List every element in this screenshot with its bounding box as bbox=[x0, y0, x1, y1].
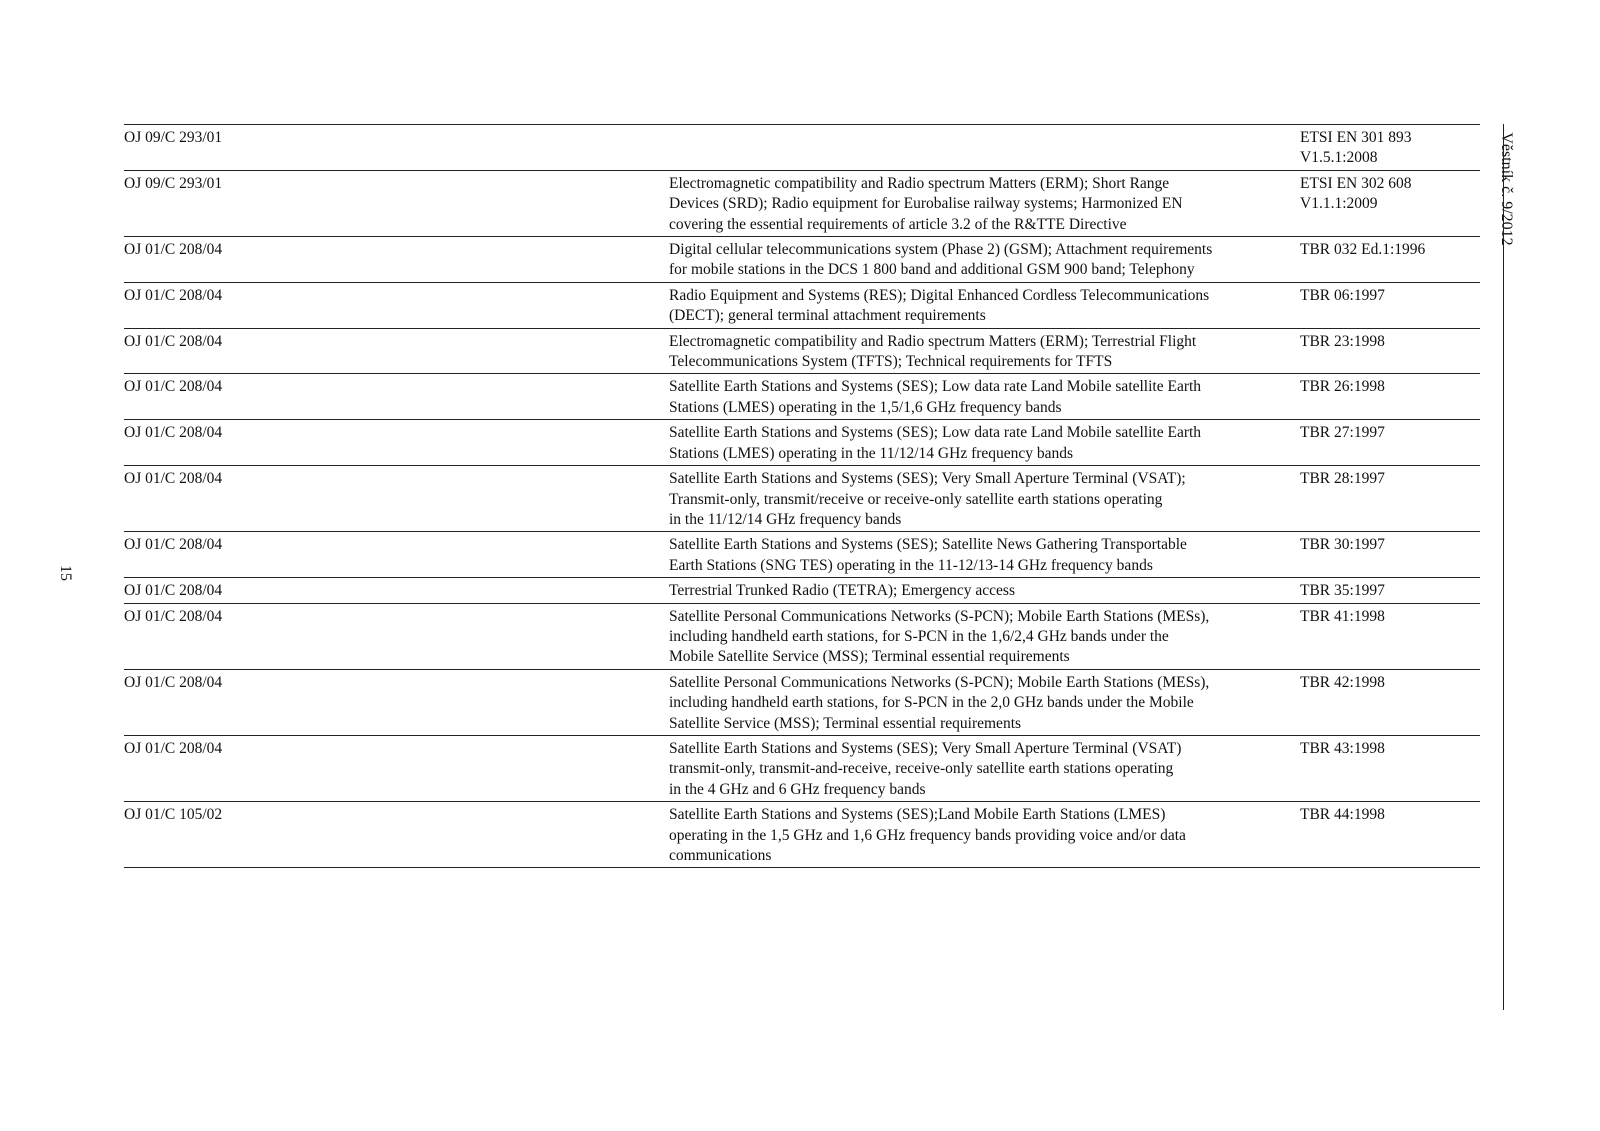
standard-line: TBR 42:1998 bbox=[1300, 673, 1385, 691]
table-row bbox=[124, 532, 1480, 578]
title-line: Stations (LMES) operating in the 1,5/1,6 GHz frequency bands bbox=[669, 398, 1062, 416]
standard-reference bbox=[1292, 603, 1480, 669]
standard-title bbox=[669, 578, 1292, 603]
title-line: including handheld earth stations, for S-PCN in the 1,6/2,4 GHz bands under the bbox=[669, 627, 1169, 645]
oj-reference: OJ 01/C 208/04 bbox=[124, 374, 669, 420]
title-line: Mobile Satellite Service (MSS); Terminal essential requirements bbox=[669, 648, 1070, 666]
standard-title bbox=[669, 669, 1292, 735]
table-row bbox=[124, 420, 1480, 466]
table-row bbox=[124, 237, 1480, 283]
standard-reference bbox=[1292, 802, 1480, 868]
standard-line: TBR 35:1997 bbox=[1300, 582, 1385, 600]
standard-reference bbox=[1292, 420, 1480, 466]
oj-reference: OJ 01/C 208/04 bbox=[124, 532, 669, 578]
standard-line: TBR 41:1998 bbox=[1300, 607, 1385, 625]
title-line: covering the essential requirements of article 3.2 of the R&TTE Directive bbox=[669, 215, 1127, 233]
table-row bbox=[124, 374, 1480, 420]
title-line: Electromagnetic compatibility and Radio spectrum Matters (ERM); Terrestrial Flight bbox=[669, 332, 1197, 350]
title-line: Satellite Earth Stations and Systems (SES); Very Small Aperture Terminal (VSAT); bbox=[669, 470, 1186, 488]
standard-title bbox=[669, 237, 1292, 283]
title-line: transmit-only, transmit-and-receive, receive-only satellite earth stations operating bbox=[669, 760, 1174, 778]
title-line: Transmit-only, transmit/receive or receive-only satellite earth stations operating bbox=[669, 490, 1163, 508]
standard-title bbox=[669, 282, 1292, 328]
title-line: Earth Stations (SNG TES) operating in the 11-12/13-14 GHz frequency bands bbox=[669, 556, 1153, 574]
oj-reference: OJ 01/C 208/04 bbox=[124, 328, 669, 374]
standard-reference bbox=[1292, 328, 1480, 374]
table-row bbox=[124, 735, 1480, 801]
oj-reference: OJ 01/C 208/04 bbox=[124, 237, 669, 283]
standard-reference bbox=[1292, 170, 1480, 236]
standard-reference bbox=[1292, 374, 1480, 420]
title-line: Satellite Personal Communications Networks (S-PCN); Mobile Earth Stations (MESs), bbox=[669, 673, 1210, 691]
table-row bbox=[124, 282, 1480, 328]
standard-line: ETSI EN 302 608 bbox=[1300, 174, 1412, 192]
table-row bbox=[124, 603, 1480, 669]
standard-title bbox=[669, 374, 1292, 420]
oj-reference: OJ 01/C 208/04 bbox=[124, 282, 669, 328]
standard-line: TBR 27:1997 bbox=[1300, 424, 1385, 442]
title-line: Electromagnetic compatibility and Radio spectrum Matters (ERM); Short Range bbox=[669, 174, 1170, 192]
side-header: Věstník č. 9/2012 bbox=[1498, 132, 1515, 246]
standard-line: V1.1.1:2009 bbox=[1300, 195, 1378, 213]
standard-line: TBR 26:1998 bbox=[1300, 378, 1385, 396]
table-row bbox=[124, 802, 1480, 868]
standard-reference bbox=[1292, 532, 1480, 578]
table-row bbox=[124, 125, 1480, 171]
title-line: operating in the 1,5 GHz and 1,6 GHz frequency bands providing voice and/or data bbox=[669, 826, 1186, 844]
title-line: in the 4 GHz and 6 GHz frequency bands bbox=[669, 780, 926, 798]
standard-line: TBR 032 Ed.1:1996 bbox=[1300, 241, 1426, 259]
standard-line: TBR 23:1998 bbox=[1300, 332, 1385, 350]
title-line: Radio Equipment and Systems (RES); Digital Enhanced Cordless Telecommunications bbox=[669, 286, 1210, 304]
oj-reference: OJ 01/C 208/04 bbox=[124, 603, 669, 669]
title-line: Stations (LMES) operating in the 11/12/14 GHz frequency bands bbox=[669, 444, 1074, 462]
standard-line: V1.5.1:2008 bbox=[1300, 149, 1378, 167]
table-row bbox=[124, 669, 1480, 735]
standard-reference bbox=[1292, 125, 1480, 171]
title-line: Telecommunications System (TFTS); Technical requirements for TFTS bbox=[669, 353, 1113, 371]
title-line: Satellite Personal Communications Networks (S-PCN); Mobile Earth Stations (MESs), bbox=[669, 607, 1210, 625]
title-line: Satellite Service (MSS); Terminal essential requirements bbox=[669, 714, 1022, 732]
standard-line: ETSI EN 301 893 bbox=[1300, 129, 1412, 146]
standard-reference bbox=[1292, 282, 1480, 328]
title-line: Satellite Earth Stations and Systems (SES);Land Mobile Earth Stations (LMES) bbox=[669, 806, 1166, 824]
title-line: Terrestrial Trunked Radio (TETRA); Emergency access bbox=[669, 582, 1015, 600]
standards-table bbox=[124, 124, 1480, 868]
title-line: Devices (SRD); Radio equipment for Eurobalise railway systems; Harmonized EN bbox=[669, 195, 1183, 213]
table-row bbox=[124, 578, 1480, 603]
standard-line: TBR 43:1998 bbox=[1300, 739, 1385, 757]
standard-title bbox=[669, 532, 1292, 578]
oj-reference: OJ 01/C 208/04 bbox=[124, 466, 669, 532]
standard-title bbox=[669, 125, 1292, 171]
table-body bbox=[124, 125, 1480, 868]
page-number: 15 bbox=[57, 565, 74, 581]
table-row bbox=[124, 328, 1480, 374]
standard-title bbox=[669, 420, 1292, 466]
title-line: Digital cellular telecommunications system (Phase 2) (GSM); Attachment requirements bbox=[669, 241, 1213, 259]
standard-line: TBR 28:1997 bbox=[1300, 470, 1385, 488]
title-line: communications bbox=[669, 847, 772, 864]
table-row bbox=[124, 170, 1480, 236]
standard-title bbox=[669, 735, 1292, 801]
side-rule bbox=[1503, 124, 1504, 1010]
oj-reference: OJ 01/C 208/04 bbox=[124, 669, 669, 735]
standard-title bbox=[669, 466, 1292, 532]
standard-reference bbox=[1292, 466, 1480, 532]
oj-reference: OJ 01/C 105/02 bbox=[124, 802, 669, 868]
table-row bbox=[124, 466, 1480, 532]
oj-reference: OJ 09/C 293/01 bbox=[124, 125, 669, 171]
title-line: Satellite Earth Stations and Systems (SES); Low data rate Land Mobile satellite Earth bbox=[669, 424, 1202, 442]
standard-title bbox=[669, 802, 1292, 868]
title-line: (DECT); general terminal attachment requirements bbox=[669, 307, 986, 325]
title-line: including handheld earth stations, for S-PCN in the 2,0 GHz bands under the Mobile bbox=[669, 694, 1194, 712]
title-line: Satellite Earth Stations and Systems (SES); Low data rate Land Mobile satellite Earth bbox=[669, 378, 1202, 396]
standard-title bbox=[669, 603, 1292, 669]
title-line: for mobile stations in the DCS 1 800 band and additional GSM 900 band; Telephony bbox=[669, 261, 1195, 279]
oj-reference: OJ 01/C 208/04 bbox=[124, 578, 669, 603]
standard-line: TBR 44:1998 bbox=[1300, 806, 1385, 824]
standard-title bbox=[669, 328, 1292, 374]
standard-line: TBR 30:1997 bbox=[1300, 536, 1385, 554]
title-line: in the 11/12/14 GHz frequency bands bbox=[669, 510, 902, 528]
title-line: Satellite Earth Stations and Systems (SES); Satellite News Gathering Transportable bbox=[669, 536, 1187, 554]
standard-reference bbox=[1292, 578, 1480, 603]
standard-reference bbox=[1292, 735, 1480, 801]
oj-reference: OJ 01/C 208/04 bbox=[124, 420, 669, 466]
oj-reference: OJ 01/C 208/04 bbox=[124, 735, 669, 801]
standard-title bbox=[669, 170, 1292, 236]
title-line: Satellite Earth Stations and Systems (SES); Very Small Aperture Terminal (VSAT) bbox=[669, 739, 1182, 757]
oj-reference: OJ 09/C 293/01 bbox=[124, 170, 669, 236]
standard-reference bbox=[1292, 669, 1480, 735]
standard-line: TBR 06:1997 bbox=[1300, 286, 1385, 304]
standard-reference bbox=[1292, 237, 1480, 283]
